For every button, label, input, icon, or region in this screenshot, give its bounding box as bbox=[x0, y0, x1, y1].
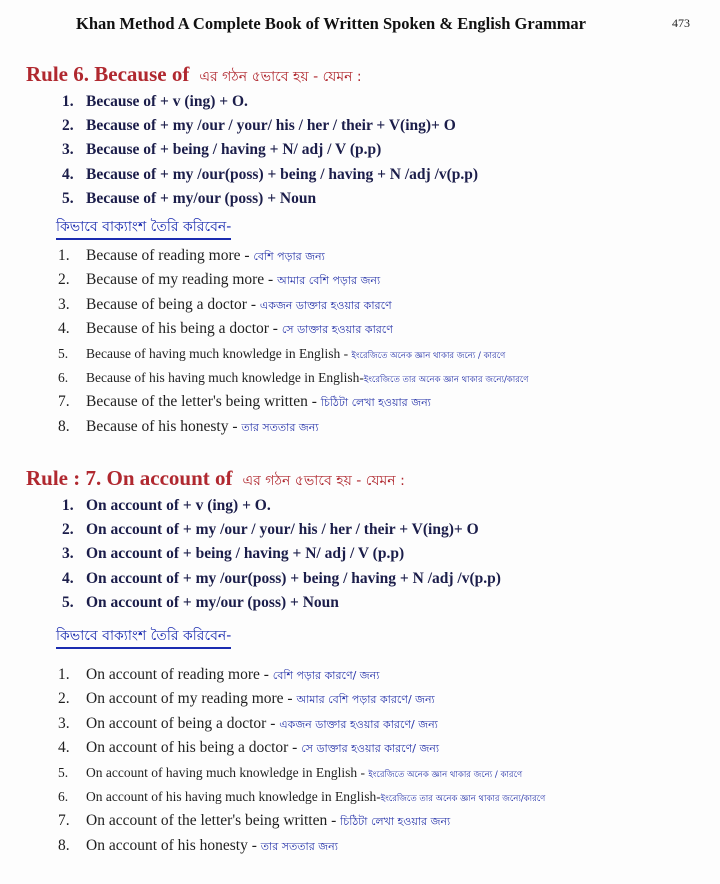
example-number: 2. bbox=[58, 271, 70, 289]
formula-text: Because of + my/our (poss) + Noun bbox=[86, 189, 317, 207]
example-number: 7. bbox=[58, 393, 70, 411]
formula-number: 5. bbox=[62, 593, 74, 611]
example-bangla: তার সততার জন্য bbox=[241, 420, 319, 434]
formula-text: On account of + my /our / your/ his / her / their + V(ing)+ O bbox=[86, 521, 479, 539]
example-english: On account of his being a doctor - bbox=[86, 739, 302, 757]
rule-7-title: Rule : 7. On account of bbox=[26, 466, 233, 490]
example-bangla: আমার বেশি পড়ার কারণে/ জন্য bbox=[296, 693, 435, 707]
formula-text: On account of + being / having + N/ adj / V (p.p) bbox=[86, 545, 405, 563]
example-item bbox=[58, 390, 528, 414]
example-item bbox=[58, 761, 545, 785]
rule-7-suffix: এর গঠন ৫ভাবে হয় - যেমন : bbox=[242, 473, 405, 489]
example-number: 5. bbox=[58, 345, 69, 361]
example-bangla: ইংরেজিতে তার অনেক জ্ঞান থাকার জন্যে/কারণে bbox=[380, 793, 546, 804]
formula-number: 2. bbox=[62, 117, 74, 135]
example-bangla: আমার বেশি পড়ার জন্য bbox=[277, 274, 381, 288]
example-bangla: সে ডাক্তার হওয়ার কারণে bbox=[281, 323, 393, 337]
formula-number: 3. bbox=[62, 545, 74, 563]
formula-item bbox=[62, 567, 501, 591]
example-item bbox=[58, 268, 528, 292]
page-number: 473 bbox=[672, 16, 690, 30]
formula-number: 2. bbox=[62, 521, 74, 539]
formula-text: On account of + my/our (poss) + Noun bbox=[86, 593, 339, 611]
example-number: 6. bbox=[58, 788, 69, 804]
example-bangla: ইংরেজিতে তার অনেক জ্ঞান থাকার জন্যে/কারণে bbox=[363, 374, 529, 385]
example-english: Because of having much knowledge in English - bbox=[86, 345, 352, 361]
example-bangla: বেশি পড়ার জন্য bbox=[253, 250, 325, 263]
formula-text: Because of + my /our(poss) + being / having + N /adj /v(p.p) bbox=[86, 165, 479, 183]
formula-item bbox=[62, 494, 501, 518]
formula-item bbox=[62, 591, 501, 615]
example-number: 7. bbox=[58, 812, 70, 830]
example-bangla: একজন ডাক্তার হওয়ার কারণে bbox=[259, 298, 392, 312]
example-english: Because of the letter's being written - bbox=[86, 393, 321, 411]
book-title: Khan Method A Complete Book of Written Spoken & English Grammar bbox=[76, 14, 587, 33]
example-number: 1. bbox=[58, 247, 70, 264]
example-english: On account of being a doctor - bbox=[86, 714, 280, 732]
example-item bbox=[58, 834, 545, 858]
formula-number: 1. bbox=[62, 93, 74, 110]
formula-item bbox=[62, 90, 478, 114]
example-item bbox=[58, 293, 528, 317]
example-item bbox=[58, 809, 545, 833]
rule-7-subheading: কিভাবে বাক্যাংশ তৈরি করিবেন- bbox=[56, 625, 231, 649]
formula-item bbox=[62, 114, 478, 138]
formula-number: 5. bbox=[62, 189, 74, 207]
example-number: 4. bbox=[58, 320, 70, 338]
formula-number: 4. bbox=[62, 569, 74, 587]
formula-number: 1. bbox=[62, 497, 74, 514]
example-bangla: তার সততার জন্য bbox=[260, 839, 338, 853]
example-bangla: বেশি পড়ার কারণে/ জন্য bbox=[272, 669, 380, 682]
example-english: Because of my reading more - bbox=[86, 271, 278, 289]
example-english: On account of his honesty - bbox=[86, 836, 261, 854]
example-english: On account of having much knowledge in English - bbox=[86, 764, 369, 780]
formula-text: Because of + v (ing) + O. bbox=[86, 93, 248, 110]
example-number: 8. bbox=[58, 417, 70, 435]
rule-6-title: Rule 6. Because of bbox=[26, 62, 190, 86]
example-english: On account of his having much knowledge in English- bbox=[86, 788, 381, 804]
example-number: 4. bbox=[58, 739, 70, 757]
example-bangla: চিঠিটা লেখা হওয়ার জন্য bbox=[320, 396, 431, 410]
example-english: Because of reading more - bbox=[86, 247, 254, 264]
formula-text: Because of + my /our / your/ his / her / their + V(ing)+ O bbox=[86, 117, 456, 135]
example-number: 1. bbox=[58, 666, 70, 683]
example-item bbox=[58, 244, 528, 268]
example-bangla: চিঠিটা লেখা হওয়ার জন্য bbox=[340, 815, 451, 829]
example-number: 5. bbox=[58, 764, 69, 780]
formula-text: On account of + my /our(poss) + being / having + N /adj /v(p.p) bbox=[86, 569, 501, 587]
example-english: Because of his having much knowledge in English- bbox=[86, 369, 364, 385]
example-item bbox=[58, 687, 545, 711]
example-bangla: একজন ডাক্তার হওয়ার কারণে/ জন্য bbox=[279, 717, 438, 731]
example-english: On account of my reading more - bbox=[86, 690, 297, 708]
rule-7-example-list bbox=[58, 663, 545, 858]
example-english: On account of reading more - bbox=[86, 666, 273, 683]
example-english: On account of the letter's being written - bbox=[86, 812, 341, 830]
example-item bbox=[58, 712, 545, 736]
page-header bbox=[0, 10, 720, 38]
example-number: 6. bbox=[58, 369, 69, 385]
formula-item bbox=[62, 163, 478, 187]
formula-text: On account of + v (ing) + O. bbox=[86, 497, 271, 514]
example-number: 8. bbox=[58, 836, 70, 854]
example-number: 3. bbox=[58, 714, 70, 732]
formula-number: 4. bbox=[62, 165, 74, 183]
formula-number: 3. bbox=[62, 141, 74, 159]
formula-item bbox=[62, 138, 478, 162]
formula-text: Because of + being / having + N/ adj / V (p.p) bbox=[86, 141, 382, 159]
example-bangla: ইংরেজিতে অনেক জ্ঞান থাকার জন্যে / কারণে bbox=[368, 769, 523, 780]
example-item bbox=[58, 736, 545, 760]
formula-item bbox=[62, 542, 501, 566]
example-item bbox=[58, 342, 528, 366]
rule-6-example-list bbox=[58, 244, 528, 439]
example-item bbox=[58, 785, 545, 809]
rule-6-suffix: এর গঠন ৫ভাবে হয় - যেমন : bbox=[199, 69, 362, 85]
example-bangla: ইংরেজিতে অনেক জ্ঞান থাকার জন্যে / কারণে bbox=[351, 350, 506, 361]
example-english: Because of his honesty - bbox=[86, 417, 242, 435]
example-item bbox=[58, 317, 528, 341]
rule-7-formula-list bbox=[62, 494, 501, 615]
rule-6-subheading: কিভাবে বাক্যাংশ তৈরি করিবেন- bbox=[56, 216, 231, 240]
rule-6-formula-list bbox=[62, 90, 478, 211]
formula-item bbox=[62, 518, 501, 542]
formula-item bbox=[62, 187, 478, 211]
rule-6-heading bbox=[26, 62, 362, 89]
example-english: Because of being a doctor - bbox=[86, 295, 260, 313]
example-item bbox=[58, 366, 528, 390]
example-number: 3. bbox=[58, 295, 70, 313]
example-english: Because of his being a doctor - bbox=[86, 320, 282, 338]
example-bangla: সে ডাক্তার হওয়ার কারণে/ জন্য bbox=[301, 742, 440, 756]
example-item bbox=[58, 663, 545, 687]
example-item bbox=[58, 415, 528, 439]
example-number: 2. bbox=[58, 690, 70, 708]
rule-7-heading bbox=[26, 466, 405, 493]
